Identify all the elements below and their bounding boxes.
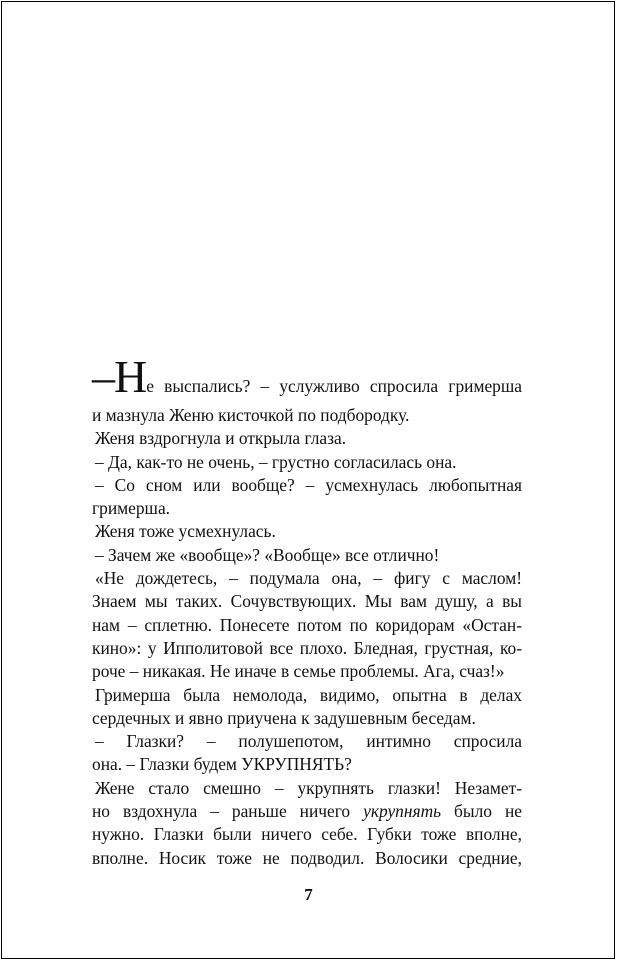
text-line: вполне. Носик тоже не подводил. Волосики средние,	[92, 847, 522, 868]
text-line: – Зачем же «вообще»? «Вообще» все отлично!	[95, 544, 440, 565]
page-number: 7	[304, 885, 313, 904]
text-segment: было не	[441, 801, 522, 822]
text-line: – Да, как-то не очень, – грустно согласилась она.	[95, 451, 457, 472]
text-line: – Глазки? – полушепотом, интимно спросила	[95, 731, 522, 752]
first-line	[92, 351, 522, 405]
text-line: гримерша.	[92, 498, 171, 519]
book-page	[1, 1, 615, 959]
text-line: сердечных и явно приучена к задушевным беседам.	[92, 707, 476, 728]
text-line: нужно. Глазки были ничего себе. Губки тоже вполне,	[92, 824, 522, 845]
text-line: нам – сплетню. Понесете потом по коридорам «Остан-	[92, 614, 522, 635]
text-line: Женя вздрогнула и открыла глаза.	[95, 428, 347, 449]
text-line: Жене стало смешно – укрупнять глазки! Незамет-	[95, 777, 522, 798]
text-line: Женя тоже усмехнулась.	[95, 521, 276, 542]
text-line: Гримерша была немолода, видимо, опытна в делах	[95, 684, 522, 705]
text-segment: но вздохнула – раньше ничего	[92, 801, 364, 822]
text-line: она. – Глазки будем УКРУПНЯТЬ?	[92, 754, 352, 775]
body-text	[92, 351, 522, 870]
text-line-with-italic	[92, 800, 522, 823]
text-line: – Со сном или вообще? – усмехнулась любопытная	[95, 474, 522, 495]
drop-cap: –Н	[92, 351, 147, 402]
italic-word: укрупнять	[363, 801, 442, 822]
text-line: роче – никакая. Не иначе в семье проблемы. Ага, счаз!»	[92, 661, 505, 682]
text-line: и мазнула Женю кисточкой по подбородку.	[92, 405, 410, 425]
first-line-text: е выспались? – услужливо спросила гримерша	[146, 376, 522, 396]
text-line: «Не дождетесь, – подумала она, – фигу с маслом!	[95, 568, 522, 589]
text-line: Знаем мы таких. Сочувствующих. Мы вам душу, а вы	[92, 591, 522, 612]
text-line: кино»: у Ипполитовой все плохо. Бледная, грустная, ко-	[92, 637, 522, 658]
